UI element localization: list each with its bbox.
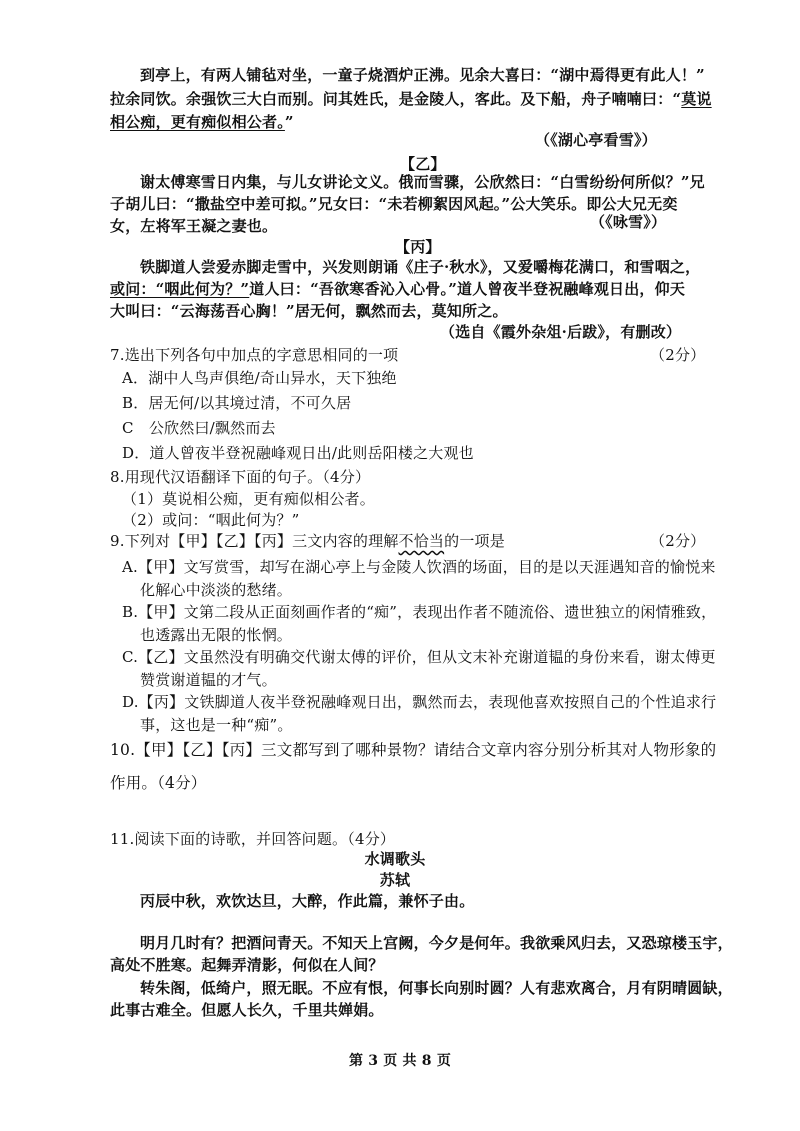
passage-b-line-3: 女，左将军王凝之妻也。 [110,217,278,235]
q8-sentence-1: （1）莫说相公痴，更有痴似相公者。 [122,490,375,508]
passage-a-line-2 [110,89,712,109]
q7-option-c: C 公欣然曰/飘然而去 [122,419,276,437]
q11-stem: 11.阅读下面的诗歌，并回答问题。（4分） [110,830,396,848]
poem-preface: 丙辰中秋，欢饮达旦，大醉，作此篇，兼怀子由。 [140,892,475,910]
passage-c-line-2-text: 道人曰：“吾欲寒香沁入心骨。”道人曾夜半登祝融峰观日出，仰天 [249,280,686,298]
q10-line-1: 10.【甲】【乙】【丙】三文都写到了哪种景物？请结合文章内容分别分析其对人物形象的 [110,741,717,759]
poem-line-2: 高处不胜寒。起舞弄清影，何似在人间？ [110,956,384,974]
q9-option-c-line-1: C.【乙】文虽然没有明确交代谢太傅的评价，但从文末补充谢道韫的身份来看，谢太傅更 [122,648,716,666]
q7-option-a: A．湖中人鸟声俱绝/奇山异水，天下独绝 [122,369,397,387]
q9-option-c-line-2: 赞赏谢道韫的才气。 [140,671,277,689]
poem-line-4: 此事古难全。但愿人长久，千里共婵娟。 [110,1001,384,1019]
q9-score: （2分） [650,532,706,550]
passage-c-line-1: 铁脚道人尝爱赤脚走雪中，兴发则朗诵《庄子·秋水》，又爱嚼梅花满口，和雪咽之， [140,258,701,276]
passage-a-line-3 [110,112,294,132]
q9-option-d-line-1: D.【丙】文铁脚道人夜半登祝融峰观日出，飘然而去，表现他喜欢按照自己的个性追求行 [122,693,717,711]
q9-option-a-line-2: 化解心中淡淡的愁绪。 [140,581,293,599]
q7-option-b: B．居无何/以其境过清，不可久居 [122,394,352,412]
q9-stem [110,531,505,551]
passage-c-line-2 [110,279,685,299]
q9-option-b-line-1: B.【甲】文第二段从正面刻画作者的“痴”，表现出作者不随流俗、遗世独立的闲情雅致， [122,603,717,621]
q7-option-d: D．道人曾夜半登祝融峰观日出/此则岳阳楼之大观也 [122,444,474,462]
q7-stem: 7.选出下列各句中加点的字意思相同的一项 [110,346,399,364]
passage-c-line-3: 大叫曰：“云海荡吾心胸！”居无何，飘然而去，莫知所之。 [110,302,508,320]
passage-b-source: （《咏雪》） [590,213,667,231]
q9-stem-pre: 9.下列对【甲】【乙】【丙】三文内容的理解 [110,532,399,550]
page-footer: 第 3 页 共 8 页 [348,1053,452,1069]
poem-title: 水调歌头 [364,850,426,868]
passage-c-source: （选自《霞外杂俎·后跋》，有删改） [440,323,682,341]
q8-sentence-2: （2）或问：“咽此何为？” [122,511,300,529]
passage-a-underlined-1: 莫说 [681,90,712,108]
q9-stem-emphasis: 不恰当 [398,532,445,550]
poem-line-1: 明月几时有？把酒问青天。不知天上宫阙，今夕是何年。我欲乘风归去，又恐琼楼玉宇， [140,934,733,952]
passage-a-line-3-end: ” [284,113,294,131]
passage-b-line-2: 子胡儿曰：“撒盐空中差可拟。”兄女曰：“未若柳絮因风起。”公大笑乐。即公大兄无奕 [110,195,678,213]
passage-a-line-2-text: 拉余同饮。余强饮三大白而别。问其姓氏，是金陵人，客此。及下船，舟子喃喃曰：“ [110,90,682,108]
q8-stem: 8.用现代汉语翻译下面的句子。（4分） [110,468,371,486]
passage-b-heading: 【乙】 [400,155,446,173]
passage-c-heading: 【丙】 [395,238,441,256]
passage-a-line-1: 到亭上，有两人铺毡对坐，一童子烧酒炉正沸。见余大喜曰：“湖中焉得更有此人！” [140,66,705,84]
q9-option-d-line-2: 事，这也是一种“痴”。 [140,716,293,734]
passage-c-underlined: 或问：“咽此何为？” [110,280,250,298]
passage-b-line-1: 谢太傅寒雪日内集，与儿女讲论文义。俄而雪骤，公欣然曰：“白雪纷纷何所似？”兄 [140,173,705,191]
q9-option-b-line-2: 也透露出无限的怅惘。 [140,626,293,644]
q7-score: （2分） [650,346,706,364]
q9-option-a-line-1: A.【甲】文写赏雪，却写在湖心亭上与金陵人饮酒的场面，目的是以天涯遇知音的愉悦来 [122,558,716,576]
q10-line-2: 作用。（4分） [110,774,207,792]
passage-a-source: （《湖心亭看雪》） [535,131,657,149]
passage-a-underlined-2: 相公痴，更有痴似相公者。 [110,113,285,131]
poem-line-3: 转朱阁，低绮户，照无眠。不应有恨，何事长向别时圆？人有悲欢离合，月有阴晴圆缺， [140,979,733,997]
q9-stem-post: 的一项是 [444,532,505,550]
poem-author: 苏轼 [379,871,411,889]
